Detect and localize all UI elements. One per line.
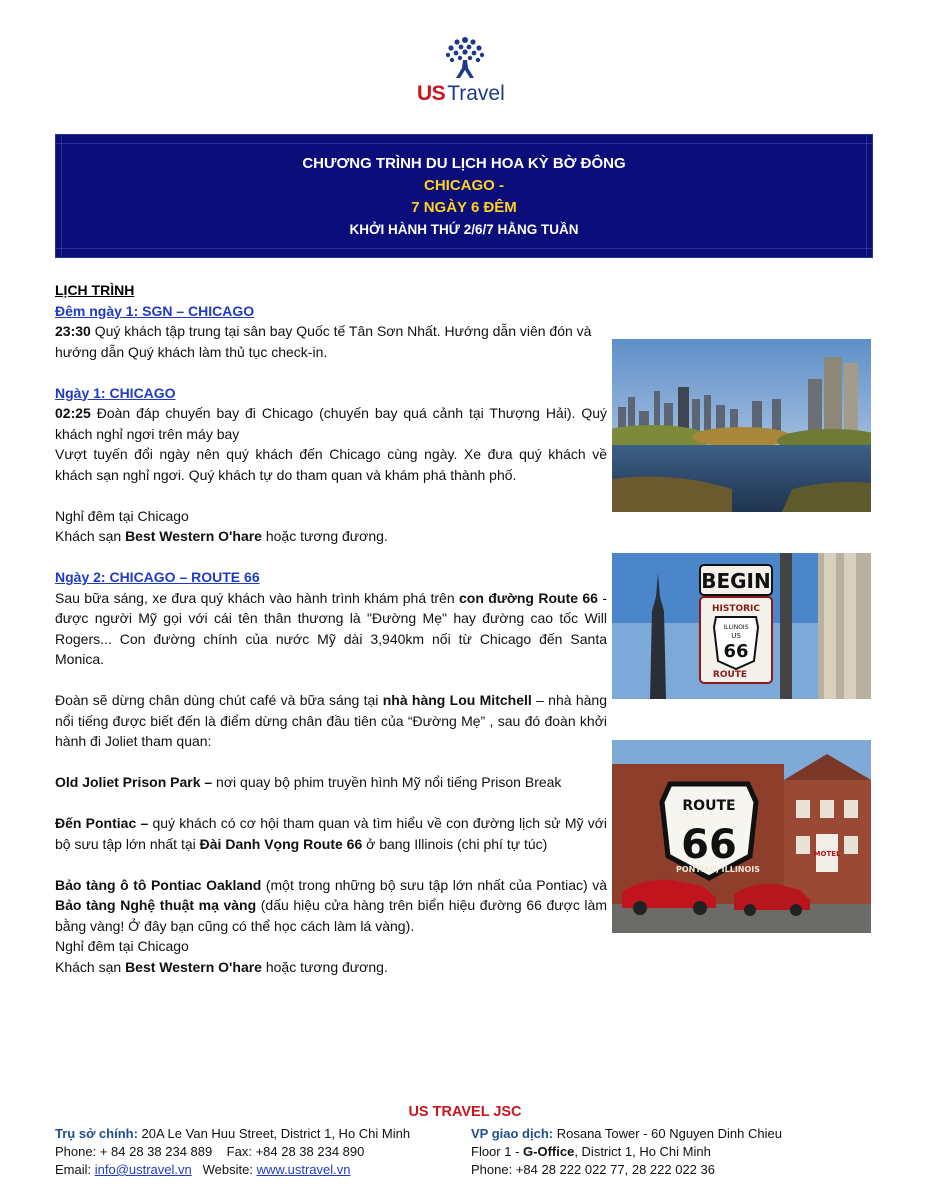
sign-66-text: 66 <box>723 641 749 662</box>
footer-headquarters <box>55 1125 465 1179</box>
hotel-name: Best Western O'hare <box>125 528 262 544</box>
footer <box>55 1103 875 1177</box>
motel-sign-text: MOTEL <box>813 850 841 858</box>
office-name: G-Office <box>523 1144 575 1159</box>
banner-divider <box>56 143 872 144</box>
sign-us-text: US <box>731 632 741 640</box>
text: quý khách có cơ hội tham quan và tìm hiểu về con đường lịch sử Mỹ với bộ sưu tập lớn nhất tại <box>55 815 607 852</box>
text: – nhà hàng nổi tiếng được biết đến là điểm dừng chân đầu tiên của “Đường Mẹ” , sau đó đoàn khởi hành đi Joliet tham quan: <box>55 692 607 749</box>
day1-desc: Đoàn đáp chuyến bay đi Chicago (chuyến bay quá cảnh tại Thượng Hải). Quý khách nghỉ ngơi trên máy bay <box>55 405 607 442</box>
text: Sau bữa sáng, xe đưa quý khách vào hành trình khám phá trên <box>55 589 459 606</box>
logo-wordmark <box>417 82 505 106</box>
day1-flight <box>55 403 607 444</box>
tree-logo-icon <box>443 34 487 82</box>
office-address: Rosana Tower - 60 Nguyen Dinh Chieu <box>553 1126 782 1141</box>
hotel-suffix: hoặc tương đương. <box>261 958 388 975</box>
day2-para3 <box>55 772 607 793</box>
website-label: Website: <box>191 1162 257 1177</box>
mural-66-text: 66 <box>681 822 737 868</box>
mural-route-text: ROUTE <box>682 798 736 814</box>
hotel-prefix: Khách sạn <box>55 528 126 544</box>
text: , District 1, Ho Chi Minh <box>574 1144 711 1159</box>
hq-label: Trụ sở chính: <box>55 1126 138 1141</box>
logo-us: US <box>417 82 446 105</box>
itinerary <box>55 280 607 977</box>
mural-city-text: PONTIAC, ILLINOIS <box>675 865 761 874</box>
company-logo <box>405 34 525 106</box>
day2-para2 <box>55 690 607 752</box>
itinerary-heading: LỊCH TRÌNH <box>55 282 135 298</box>
day1-arrival: Vượt tuyến đổi ngày nên quý khách đến Chicago cùng ngày. Xe đưa quý khách về khách sạn nghỉ ngơi. Quý khách tự do tham quan và khám phá thành phố. <box>55 446 607 483</box>
text: - được người Mỹ gọi với cái tên thân thương là "Đường Mẹ" hay đường cao tốc Will Rogers... Con đường chính của nước Mỹ dài 3,940km nối từ Chicago đến Santa Monica. <box>55 589 607 667</box>
hq-phone-fax: Phone: + 84 28 38 234 889 Fax: +84 28 38 234 890 <box>55 1144 365 1159</box>
banner-duration: 7 NGÀY 6 ĐÊM <box>411 199 517 216</box>
hq-address: 20A Le Van Huu Street, District 1, Ho Chi Minh <box>137 1126 411 1141</box>
website-link[interactable]: www.ustravel.vn <box>256 1162 351 1177</box>
day1-overnight: Nghỉ đêm tại Chicago <box>55 507 189 524</box>
email-link[interactable]: info@ustravel.vn <box>94 1162 192 1177</box>
day1-time: 02:25 <box>55 405 91 421</box>
day2-para5 <box>55 875 607 937</box>
footer-company: US TRAVEL JSC <box>408 1104 522 1120</box>
footer-office <box>471 1125 881 1179</box>
hall-of-fame-highlight: Đài Danh Vọng Route 66 <box>199 835 363 852</box>
text: ở bang Illinois (chi phí tự túc) <box>362 835 548 852</box>
sign-route-text: ROUTE <box>712 670 748 680</box>
day2-para4 <box>55 813 607 854</box>
sign-historic-text: HISTORIC <box>711 604 761 614</box>
pontiac-mural-photo <box>612 740 871 933</box>
text: (một trong những bộ sưu tập lớn nhất của Pontiac) và <box>261 876 607 893</box>
banner-city: CHICAGO - <box>424 177 504 194</box>
day2-para1 <box>55 588 607 670</box>
pontiac-highlight: Đến Pontiac – <box>55 815 149 831</box>
night1-title[interactable]: Đêm ngày 1: SGN – CHICAGO <box>55 302 255 319</box>
hq-contact-line <box>55 1161 465 1179</box>
day2-title[interactable]: Ngày 2: CHICAGO – ROUTE 66 <box>55 569 260 585</box>
day1-title[interactable]: Ngày 1: CHICAGO <box>55 384 176 401</box>
banner-title: CHƯƠNG TRÌNH DU LỊCH HOA KỲ BỜ ĐÔNG <box>302 155 626 172</box>
banner-divider <box>866 135 867 257</box>
office-label: VP giao dịch: <box>471 1126 554 1141</box>
chicago-skyline-photo <box>612 339 871 512</box>
night1-text <box>55 321 607 362</box>
text: (dấu hiệu cửa hàng trên biển hiệu đường 66 được làm bằng vàng! Ở đây bạn cũng có thể học cách làm lá vàng). <box>55 897 607 934</box>
hq-address-line <box>55 1125 465 1143</box>
auto-museum-highlight: Bảo tàng ô tô Pontiac Oakland <box>55 876 262 893</box>
gold-museum-highlight: Bảo tàng Nghệ thuật mạ vàng <box>55 897 257 913</box>
office-phone: Phone: +84 28 222 022 77, 28 222 022 36 <box>471 1162 715 1177</box>
day2-overnight: Nghỉ đêm tại Chicago <box>55 938 189 954</box>
day2-hotel <box>55 957 607 978</box>
night1-desc: Quý khách tập trung tại sân bay Quốc tế Tân Sơn Nhất. Hướng dẫn viên đón và hướng dẫn Quý khách làm thủ tục check-in. <box>55 323 592 360</box>
night1-time: 23:30 <box>55 323 91 339</box>
logo-travel: Travel <box>447 82 505 105</box>
prison-park-highlight: Old Joliet Prison Park – <box>55 774 213 790</box>
sign-illinois-text: ILLINOIS <box>723 624 749 631</box>
route66-highlight: con đường Route 66 <box>458 589 598 606</box>
route66-begin-sign-photo <box>612 553 871 699</box>
banner-divider <box>61 135 62 257</box>
text: Floor 1 - <box>471 1144 524 1159</box>
text: Đoàn sẽ dừng chân dùng chút café và bữa sáng tại <box>55 692 383 708</box>
day1-hotel <box>55 526 607 547</box>
hotel-prefix: Khách sạn <box>55 958 126 975</box>
banner-departure: KHỞI HÀNH THỨ 2/6/7 HẰNG TUẦN <box>349 222 579 237</box>
banner-divider <box>56 248 872 249</box>
office-address-line <box>471 1125 881 1143</box>
email-label: Email: <box>55 1162 95 1177</box>
sign-begin-text: BEGIN <box>701 569 771 593</box>
hotel-name: Best Western O'hare <box>125 958 262 975</box>
text: nơi quay bộ phim truyền hình Mỹ nổi tiếng Prison Break <box>212 774 562 790</box>
tour-title-banner <box>55 134 873 258</box>
office-floor-line <box>471 1143 881 1161</box>
hotel-suffix: hoặc tương đương. <box>261 528 388 544</box>
restaurant-highlight: nhà hàng Lou Mitchell <box>382 692 532 708</box>
